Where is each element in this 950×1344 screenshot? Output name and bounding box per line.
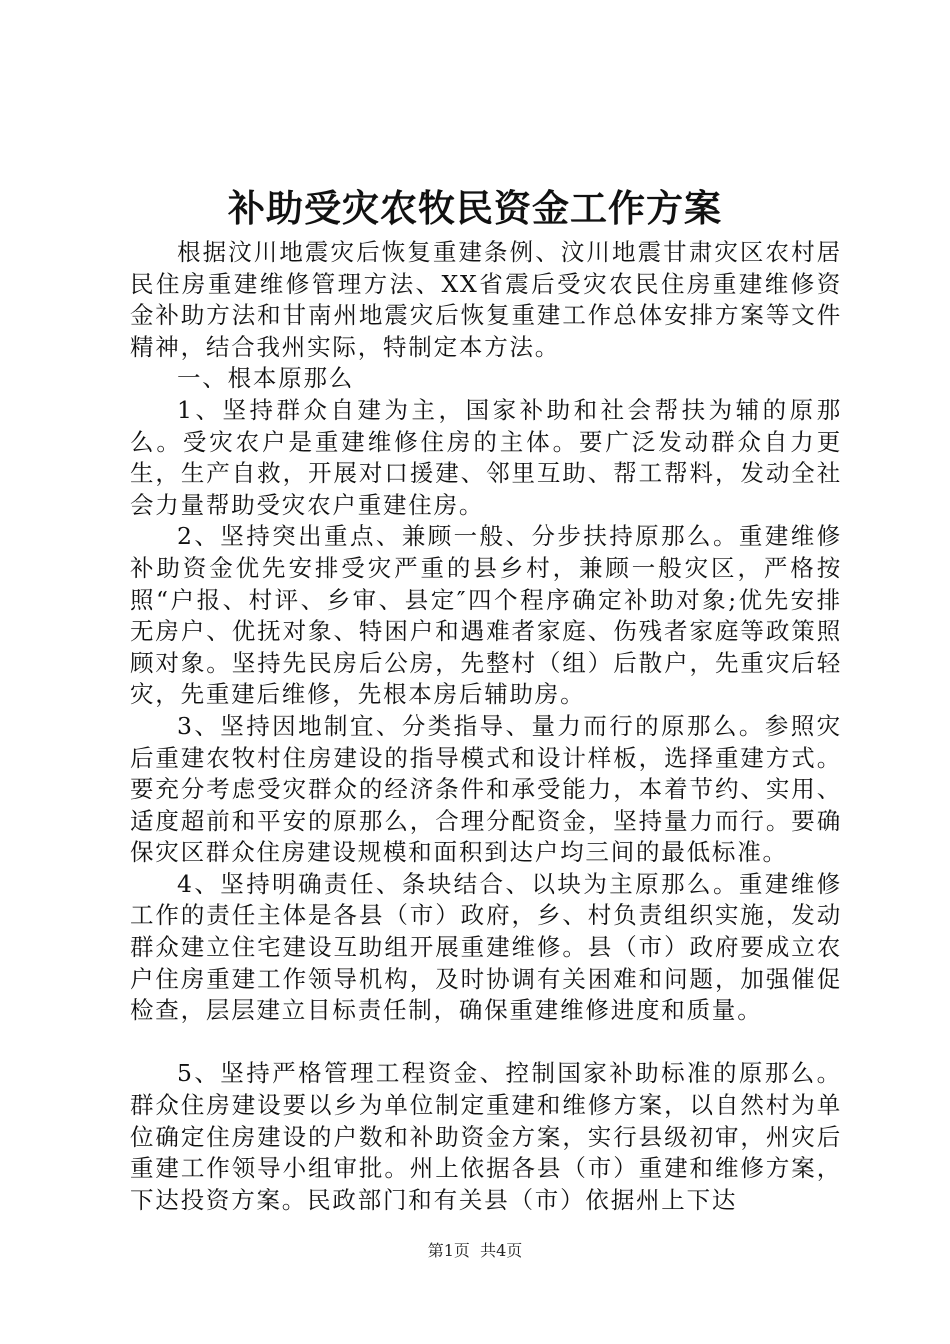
section-heading: 一、根本原那么 [177,364,355,393]
paragraph-principle-1: 1、坚持群众自建为主，国家补助和社会帮扶为辅的原那么。受灾农户是重建维修住房的主体。要广泛发动群众自力更生，生产自救，开展对口援建、邻里互助、帮工帮料，发动全社会力量帮助受灾农户重建住房。 [130,395,842,519]
page-total: 共4页 [480,1241,523,1260]
document-body [130,237,842,1216]
paragraph-principle-3: 3、坚持因地制宜、分类指导、量力而行的原那么。参照灾后重建农牧村住房建设的指导模式和设计样板，选择重建方式。要充分考虑受灾群众的经济条件和承受能力，本着节约、实用、适度超前和平安的原那么，合理分配资金，坚持量力而行。要确保灾区群众住房建设规模和面积到达户均三间的最低标准。 [130,711,842,867]
paragraph-principle-2: 2、坚持突出重点、兼顾一般、分步扶持原那么。重建维修补助资金优先安排受灾严重的县乡村，兼顾一般灾区，严格按照“户报、村评、乡审、县定″四个程序确定补助对象;优先安排无房户、优抚对象、特困户和遇难者家庭、伤残者家庭等政策照顾对象。坚持先民房后公房，先整村（组）后散户，先重灾后轻灾，先重建后维修，先根本房后辅助房。 [130,522,842,709]
page-footer [0,1240,950,1262]
paragraph-principle-5: 5、坚持严格管理工程资金、控制国家补助标准的原那么。群众住房建设要以乡为单位制定重建和维修方案，以自然村为单位确定住房建设的户数和补助资金方案，实行县级初审，州灾后重建工作领导小组审批。州上依据各县（市）重建和维修方案，下达投资方案。民政部门和有关县（市）依据州上下达 [130,1059,842,1214]
paragraph-principle-4: 4、坚持明确责任、条块结合、以块为主原那么。重建维修工作的责任主体是各县（市）政府，乡、村负责组织实施，发动群众建立住宅建设互助组开展重建维修。县（市）政府要成立农户住房重建工作领导机构，及时协调有关困难和问题，加强催促检查，层层建立目标责任制，确保重建维修进度和质量。 [130,869,842,1025]
document-title: 补助受灾农牧民资金工作方案 [228,186,722,230]
page-number: 第1页 [427,1241,470,1260]
paragraph-intro: 根据汶川地震灾后恢复重建条例、汶川地震甘肃灾区农村居民住房重建维修管理方法、XX省震后受灾农民住房重建维修资金补助方法和甘南州地震灾后恢复重建工作总体安排方案等文件精神，结合我州实际，特制定本方法。 [130,238,842,361]
